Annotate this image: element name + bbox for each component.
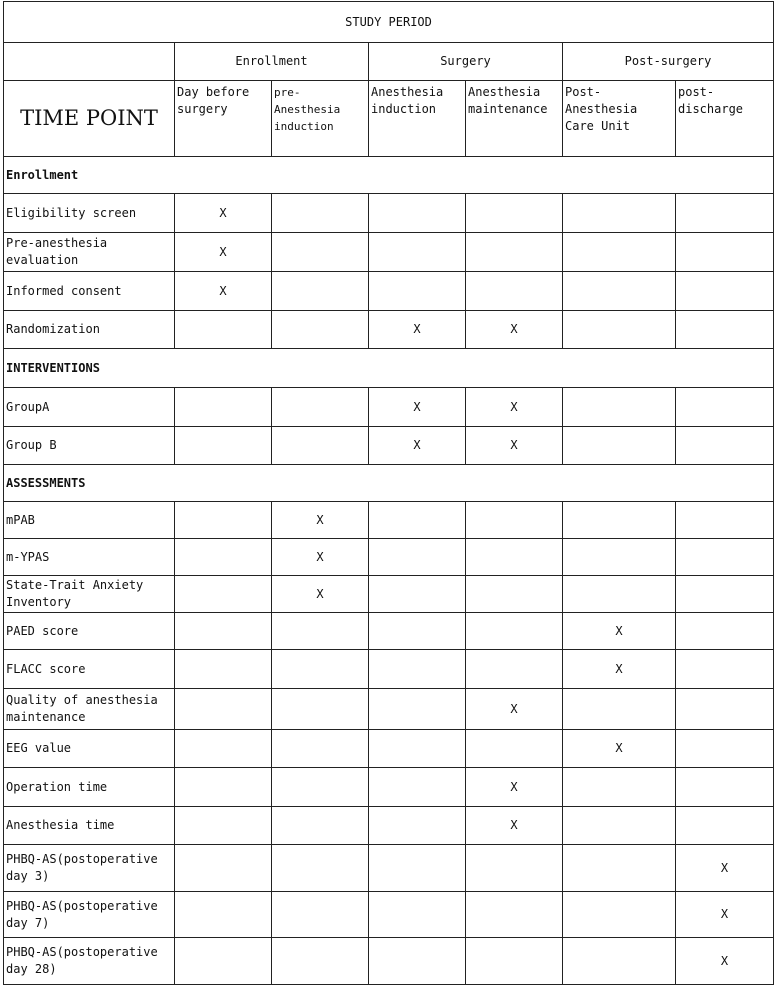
mark-cell	[676, 233, 774, 272]
col-anesthesia-induction: Anesthesia induction	[369, 81, 466, 157]
mark-cell	[272, 613, 369, 650]
mark-cell	[272, 689, 369, 730]
mark-cell	[466, 892, 563, 938]
row-label: PAED score	[4, 613, 175, 650]
period-enrollment: Enrollment	[175, 43, 369, 81]
mark-cell	[175, 502, 272, 539]
mark-cell	[369, 539, 466, 576]
mark-cell: X	[563, 650, 676, 689]
mark-cell	[466, 730, 563, 768]
mark-cell: X	[466, 807, 563, 845]
mark-cell	[676, 272, 774, 311]
mark-cell	[272, 768, 369, 807]
mark-cell	[466, 539, 563, 576]
section-interventions: INTERVENTIONS	[4, 349, 774, 388]
row-label: Pre-anesthesia evaluation	[4, 233, 175, 272]
mark-cell	[369, 845, 466, 892]
row-label: Operation time	[4, 768, 175, 807]
mark-cell	[563, 311, 676, 349]
mark-cell: X	[272, 502, 369, 539]
mark-cell	[466, 194, 563, 233]
row-label: GroupA	[4, 388, 175, 427]
row-label: Group B	[4, 427, 175, 465]
table-row	[4, 689, 774, 730]
mark-cell	[466, 233, 563, 272]
col-day-before-surgery: Day before surgery	[175, 81, 272, 157]
mark-cell	[466, 576, 563, 613]
mark-cell	[563, 768, 676, 807]
mark-cell	[563, 576, 676, 613]
mark-cell	[676, 388, 774, 427]
mark-cell	[175, 730, 272, 768]
table-row	[4, 233, 774, 272]
mark-cell	[175, 576, 272, 613]
mark-cell	[369, 272, 466, 311]
mark-cell	[369, 807, 466, 845]
mark-cell	[175, 807, 272, 845]
table-row	[4, 730, 774, 768]
mark-cell	[369, 938, 466, 985]
mark-cell	[466, 650, 563, 689]
mark-cell	[466, 845, 563, 892]
section-assessments: ASSESSMENTS	[4, 465, 774, 502]
mark-cell: X	[466, 689, 563, 730]
row-label: EEG value	[4, 730, 175, 768]
mark-cell: X	[466, 427, 563, 465]
mark-cell: X	[563, 613, 676, 650]
mark-cell	[676, 427, 774, 465]
col-post-discharge: post-discharge	[676, 81, 774, 157]
study-period-header: STUDY PERIOD	[4, 2, 774, 43]
table-row	[4, 938, 774, 985]
section-row	[4, 465, 774, 502]
mark-cell: X	[175, 194, 272, 233]
mark-cell	[466, 938, 563, 985]
section-row	[4, 157, 774, 194]
mark-cell	[272, 938, 369, 985]
mark-cell	[563, 845, 676, 892]
col-pre-anesthesia-induction: pre-Anesthesia induction	[272, 81, 369, 157]
table-row	[4, 388, 774, 427]
mark-cell	[175, 388, 272, 427]
mark-cell	[272, 233, 369, 272]
mark-cell	[466, 502, 563, 539]
mark-cell	[369, 730, 466, 768]
row-label: PHBQ-AS(postoperative day 28)	[4, 938, 175, 985]
mark-cell	[175, 845, 272, 892]
mark-cell	[369, 576, 466, 613]
mark-cell	[272, 194, 369, 233]
mark-cell: X	[175, 233, 272, 272]
row-label: mPAB	[4, 502, 175, 539]
schedule-table	[3, 1, 774, 985]
study-period-row	[4, 2, 774, 43]
mark-cell	[563, 892, 676, 938]
mark-cell	[272, 730, 369, 768]
mark-cell	[563, 272, 676, 311]
mark-cell	[676, 768, 774, 807]
mark-cell	[676, 194, 774, 233]
mark-cell	[369, 689, 466, 730]
mark-cell	[369, 194, 466, 233]
row-label: State-Trait Anxiety Inventory	[4, 576, 175, 613]
mark-cell	[466, 613, 563, 650]
mark-cell	[175, 689, 272, 730]
table-row	[4, 539, 774, 576]
row-label: PHBQ-AS(postoperative day 7)	[4, 892, 175, 938]
col-post-anesthesia-care-unit: Post-Anesthesia Care Unit	[563, 81, 676, 157]
mark-cell	[175, 768, 272, 807]
mark-cell	[676, 311, 774, 349]
row-label: Quality of anesthesia maintenance	[4, 689, 175, 730]
time-point-row	[4, 81, 774, 157]
table-row	[4, 768, 774, 807]
mark-cell	[272, 427, 369, 465]
mark-cell	[676, 807, 774, 845]
row-label: Eligibility screen	[4, 194, 175, 233]
row-label: m-YPAS	[4, 539, 175, 576]
mark-cell	[676, 689, 774, 730]
mark-cell: X	[466, 311, 563, 349]
table-row	[4, 272, 774, 311]
mark-cell	[175, 539, 272, 576]
table-row	[4, 845, 774, 892]
section-enrollment: Enrollment	[4, 157, 774, 194]
mark-cell	[369, 892, 466, 938]
table-row	[4, 613, 774, 650]
mark-cell: X	[369, 427, 466, 465]
mark-cell	[272, 650, 369, 689]
mark-cell	[272, 845, 369, 892]
mark-cell	[369, 502, 466, 539]
mark-cell	[175, 650, 272, 689]
table-row	[4, 576, 774, 613]
mark-cell	[466, 272, 563, 311]
mark-cell	[272, 388, 369, 427]
mark-cell	[563, 194, 676, 233]
mark-cell	[563, 427, 676, 465]
mark-cell	[676, 730, 774, 768]
period-row	[4, 43, 774, 81]
mark-cell	[676, 539, 774, 576]
mark-cell: X	[676, 845, 774, 892]
mark-cell	[676, 613, 774, 650]
mark-cell: X	[175, 272, 272, 311]
mark-cell	[272, 892, 369, 938]
row-label: PHBQ-AS(postoperative day 3)	[4, 845, 175, 892]
mark-cell	[563, 807, 676, 845]
mark-cell	[676, 576, 774, 613]
row-label: Anesthesia time	[4, 807, 175, 845]
mark-cell	[175, 938, 272, 985]
period-blank-cell	[4, 43, 175, 81]
mark-cell	[676, 502, 774, 539]
row-label: Informed consent	[4, 272, 175, 311]
mark-cell: X	[272, 576, 369, 613]
mark-cell	[369, 768, 466, 807]
period-surgery: Surgery	[369, 43, 563, 81]
mark-cell	[563, 233, 676, 272]
mark-cell: X	[272, 539, 369, 576]
section-row	[4, 349, 774, 388]
mark-cell	[175, 613, 272, 650]
mark-cell	[272, 311, 369, 349]
table-row	[4, 311, 774, 349]
mark-cell	[563, 938, 676, 985]
mark-cell: X	[676, 892, 774, 938]
mark-cell	[175, 311, 272, 349]
mark-cell	[175, 427, 272, 465]
table-row	[4, 892, 774, 938]
mark-cell: X	[676, 938, 774, 985]
mark-cell	[563, 502, 676, 539]
mark-cell: X	[369, 311, 466, 349]
table-row	[4, 194, 774, 233]
mark-cell: X	[466, 388, 563, 427]
mark-cell	[563, 388, 676, 427]
col-anesthesia-maintenance: Anesthesia maintenance	[466, 81, 563, 157]
period-post-surgery: Post-surgery	[563, 43, 774, 81]
mark-cell	[563, 539, 676, 576]
table-row	[4, 427, 774, 465]
mark-cell	[369, 233, 466, 272]
mark-cell	[369, 613, 466, 650]
mark-cell	[272, 272, 369, 311]
mark-cell: X	[466, 768, 563, 807]
table-row	[4, 650, 774, 689]
table-row	[4, 807, 774, 845]
row-label: Randomization	[4, 311, 175, 349]
mark-cell: X	[563, 730, 676, 768]
mark-cell	[563, 689, 676, 730]
row-label: FLACC score	[4, 650, 175, 689]
mark-cell	[175, 892, 272, 938]
time-point-header: TIME POINT	[4, 81, 175, 157]
mark-cell	[369, 650, 466, 689]
table-row	[4, 502, 774, 539]
mark-cell	[676, 650, 774, 689]
mark-cell: X	[369, 388, 466, 427]
mark-cell	[272, 807, 369, 845]
